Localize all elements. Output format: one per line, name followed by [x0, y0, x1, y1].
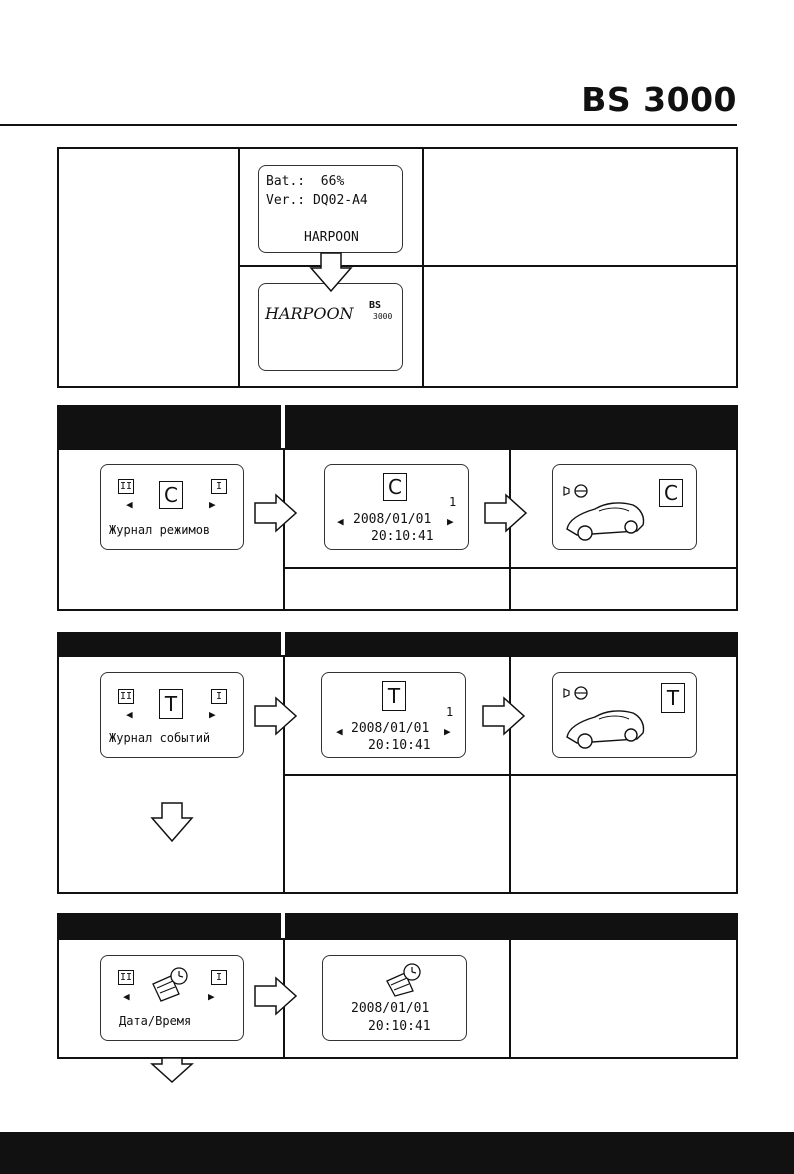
section-header-band	[57, 632, 738, 655]
version-readout: Ver.: DQ02-A4	[266, 193, 368, 208]
mode-log-icon: C	[659, 479, 683, 507]
key-left-label: II	[119, 691, 133, 702]
lcd-event-log-detail	[552, 672, 697, 758]
key-right-label: I	[211, 970, 227, 985]
model-logo-bottom: 3000	[373, 312, 393, 321]
car-icon	[563, 703, 647, 751]
key-right-label: I	[211, 689, 227, 704]
footer-band	[0, 1132, 794, 1174]
chevron-right-icon: ▶	[447, 515, 454, 528]
entry-date: 2008/01/01	[353, 512, 432, 527]
chevron-left-icon: ◀	[123, 990, 130, 1003]
calendar-clock-icon	[383, 961, 423, 997]
entry-date: 2008/01/01	[351, 1001, 430, 1016]
car-icon	[563, 495, 647, 543]
chevron-right-icon: ▶	[209, 498, 216, 511]
menu-label: Журнал режимов	[109, 523, 211, 537]
entry-time: 20:10:41	[371, 529, 434, 544]
entry-index: 1	[446, 705, 454, 719]
entry-time: 20:10:41	[368, 738, 431, 753]
brand-script-logo: HARPOON	[265, 304, 354, 323]
entry-index: 1	[449, 495, 457, 509]
key-left-label: II	[119, 972, 133, 983]
lcd-datetime-menu	[100, 955, 244, 1041]
arrow-down-icon	[150, 1058, 194, 1084]
arrow-right-icon	[252, 976, 298, 1016]
section-header-band	[57, 405, 738, 448]
section-header-band	[57, 913, 738, 938]
mode-log-icon: C	[383, 473, 407, 501]
model-logo-top: BS	[369, 300, 382, 311]
chevron-left-icon: ◀	[336, 725, 343, 738]
page-title: BS 3000	[581, 80, 737, 119]
siren-lock-icon	[563, 685, 593, 701]
event-log-icon: T	[382, 681, 406, 711]
lcd-logo-screen	[258, 283, 403, 371]
menu-label: Журнал событий	[109, 731, 211, 745]
key-left-label: II	[119, 481, 133, 492]
arrow-right-icon	[252, 493, 298, 533]
arrow-down-icon	[309, 250, 353, 294]
chevron-right-icon: ▶	[444, 725, 451, 738]
arrow-right-icon	[252, 696, 298, 736]
lcd-mode-log-detail	[552, 464, 697, 550]
battery-readout: Bat.: 66%	[266, 174, 345, 189]
header-rule	[0, 124, 737, 126]
brand-label: HARPOON	[304, 230, 359, 245]
calendar-clock-icon	[149, 964, 191, 1002]
arrow-right-icon	[480, 696, 526, 736]
lcd-mode-log-entry	[324, 464, 469, 550]
chevron-left-icon: ◀	[126, 708, 133, 721]
arrow-right-icon	[482, 493, 528, 533]
lcd-event-log-entry	[321, 672, 466, 758]
chevron-right-icon: ▶	[208, 990, 215, 1003]
entry-date: 2008/01/01	[351, 721, 430, 736]
chevron-left-icon: ◀	[126, 498, 133, 511]
menu-label: Дата/Время	[119, 1014, 192, 1028]
chevron-right-icon: ▶	[209, 708, 216, 721]
arrow-down-icon	[150, 800, 194, 844]
lcd-status-screen	[258, 165, 403, 253]
mode-log-icon: C	[159, 481, 183, 509]
event-log-icon: T	[159, 689, 183, 719]
key-right-label: I	[211, 479, 227, 494]
chevron-left-icon: ◀	[337, 515, 344, 528]
entry-time: 20:10:41	[368, 1019, 431, 1034]
lcd-datetime-entry	[322, 955, 467, 1041]
event-log-icon: T	[661, 683, 685, 713]
lcd-mode-log-menu	[100, 464, 244, 550]
lcd-event-log-menu	[100, 672, 244, 758]
